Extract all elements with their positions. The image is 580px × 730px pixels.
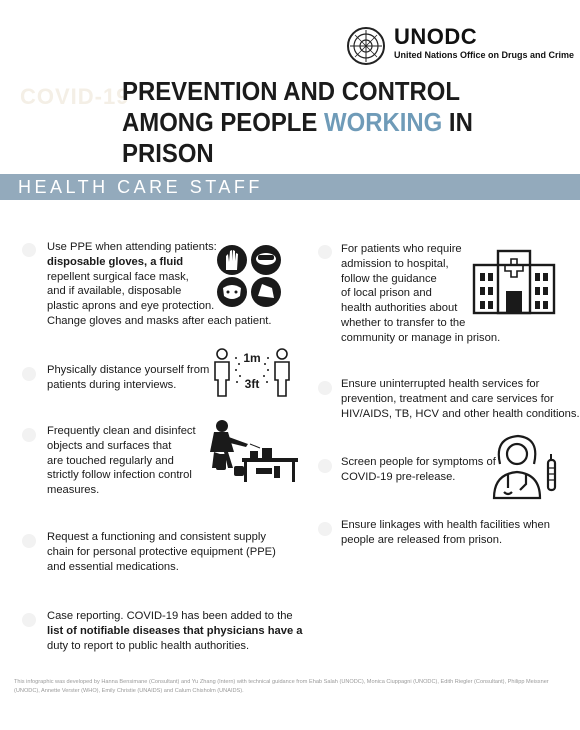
- item-line: Request a functioning and consistent supply: [47, 531, 266, 543]
- distance-metric: 1m: [243, 351, 261, 365]
- bullet-dot: [22, 613, 36, 627]
- page-title: [122, 76, 536, 169]
- item-line: are touched regularly and: [47, 454, 174, 467]
- item-line: Screen people for symptoms of: [341, 456, 496, 468]
- title-line-2-start: AMONG PEOPLE: [122, 107, 325, 137]
- item-line: For patients who require: [341, 243, 462, 255]
- item-line: Physically distance yourself from: [47, 364, 210, 376]
- item-line: Ensure linkages with health facilities when: [341, 519, 550, 531]
- bullet-dot: [318, 381, 332, 395]
- item-line-bold: disposable gloves, a fluid: [47, 255, 184, 268]
- faded-tag: COVID-19: [20, 84, 130, 109]
- un-emblem-icon: [346, 26, 386, 66]
- bullet-dot: [318, 245, 332, 259]
- bullet-dot: [22, 367, 36, 381]
- item-line: patients during interviews.: [47, 378, 177, 391]
- item-cleaning: [47, 424, 217, 498]
- bullet-dot: [318, 522, 332, 536]
- item-line: Case reporting. COVID-19 has been added to the: [47, 610, 293, 622]
- nurse-icon: [490, 434, 560, 500]
- item-line: community or manage in prison.: [341, 331, 501, 344]
- item-ppe: [47, 240, 272, 329]
- section-header-bar: [0, 174, 580, 200]
- cleaning-icon: [200, 418, 300, 486]
- item-line: HIV/AIDS, TB, HCV and other health conditions.: [341, 407, 580, 420]
- item-line: duty to report to public health authorities.: [47, 639, 250, 652]
- item-line: and essential medications.: [47, 560, 179, 573]
- item-line: Ensure uninterrupted health services for: [341, 378, 540, 390]
- item-line: admission to hospital,: [341, 257, 449, 270]
- org-full-name: United Nations Office on Drugs and Crime: [394, 50, 575, 60]
- distance-imperial: 3ft: [244, 377, 260, 391]
- bullet-dot: [22, 243, 36, 257]
- hospital-icon: [472, 243, 556, 315]
- item-line: plastic aprons and eye protection.: [47, 300, 215, 313]
- bullet-dot: [318, 459, 332, 473]
- distance-icon: [212, 346, 292, 398]
- footnote: [14, 678, 574, 696]
- item-line: of local prison and: [341, 287, 432, 300]
- item-linkages: [341, 518, 571, 548]
- item-line: chain for personal protective equipment (PPE): [47, 545, 276, 558]
- section-title: HEALTH CARE STAFF: [18, 177, 263, 197]
- item-line: Frequently clean and disinfect: [47, 425, 196, 437]
- bullet-dot: [22, 428, 36, 442]
- item-line-bold: list of notifiable diseases that physicians have a: [47, 624, 303, 637]
- item-line: repellent surgical face mask,: [47, 270, 189, 283]
- item-line: objects and surfaces that: [47, 439, 172, 452]
- item-line: people are released from prison.: [341, 533, 503, 546]
- item-line: strictly follow infection control: [47, 469, 192, 482]
- bullet-dot: [22, 534, 36, 548]
- org-short-name: UNODC: [394, 24, 478, 49]
- title-line-1: PREVENTION AND CONTROL: [122, 76, 460, 106]
- unodc-logo: [346, 24, 576, 66]
- item-distance: [47, 363, 227, 393]
- item-line: Change gloves and masks after each patient.: [47, 314, 272, 327]
- title-highlight: WORKING: [324, 107, 443, 137]
- item-line: whether to transfer to the: [341, 316, 466, 329]
- item-line: Use PPE when attending patients:: [47, 241, 217, 253]
- item-line: prevention, treatment and care services for: [341, 392, 554, 405]
- item-case-reporting: [47, 609, 317, 653]
- item-line: follow the guidance: [341, 272, 437, 285]
- item-health-services: [341, 377, 580, 421]
- item-line: health authorities about: [341, 302, 458, 315]
- footnote-line: This infographic was developed by Hanna Bensimane (Consultant) and Yu Zhang (Intern) with technical guidance from Ehab Salah (UNODC), Monica Ciuppagni (UNODC), Edith Riegler (Consultant), Philipp Meissner: [14, 679, 549, 685]
- item-line: and if available, disposable: [47, 285, 182, 298]
- title-line-2-end: IN PRISON: [122, 107, 473, 168]
- item-line: COVID-19 pre-release.: [341, 470, 456, 483]
- ppe-icon: [216, 244, 296, 308]
- item-supply-chain: [47, 530, 307, 574]
- item-line: measures.: [47, 484, 100, 497]
- footnote-line: (UNODC), Annette Verster (WHO), Emily Christie (UNAIDS) and Calum Chisholm (UNAIDS).: [14, 688, 244, 694]
- title-line-2: [122, 107, 536, 169]
